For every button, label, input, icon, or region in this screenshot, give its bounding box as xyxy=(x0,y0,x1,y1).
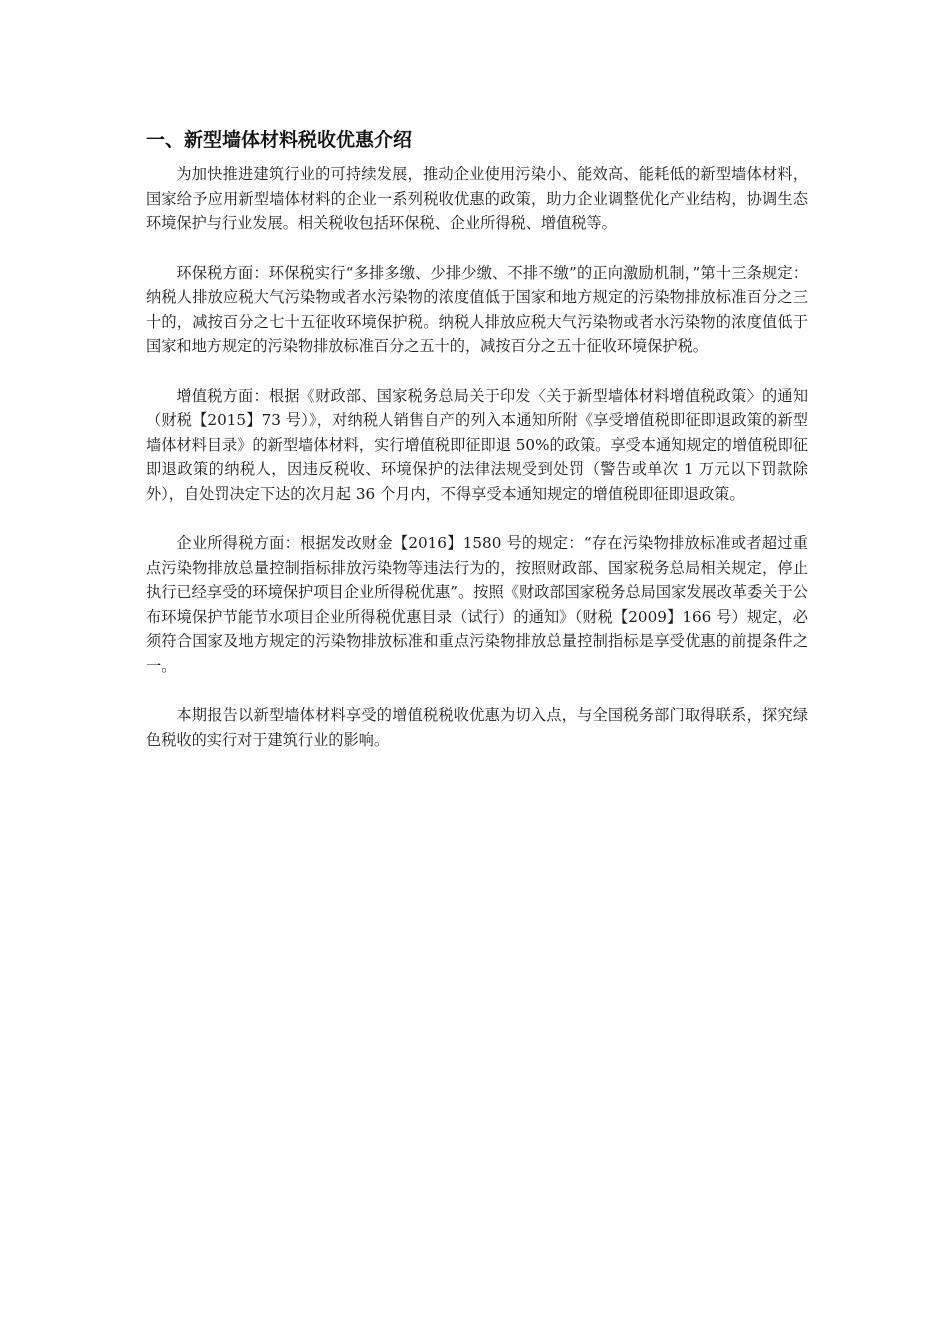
document-page xyxy=(146,118,808,777)
paragraph-corporate-income-tax: 企业所得税方面：根据发改财金【2016】1580 号的规定：“存在污染物排放标准或者超过重点污染物排放总量控制指标排放污染物等违法行为的，按照财政部、国家税务总局相关规定，停止执行已经享受的环境保护项目企业所得税优惠”。按照《财政部国家税务总局国家发展改革委关于公布环境保护节能节水项目企业所得税优惠目录（试行）的通知》（财税【2009】166 号）规定，必须符合国家及地方规定的污染物排放标准和重点污染物排放总量控制指标是享受优惠的前提条件之一。 xyxy=(146,534,808,675)
paragraph-report-scope: 本期报告以新型墙体材料享受的增值税税收优惠为切入点，与全国税务部门取得联系，探究绿色税收的实行对于建筑行业的影响。 xyxy=(146,706,808,749)
section-heading: 一、新型墙体材料税收优惠介绍 xyxy=(146,129,413,151)
paragraph-value-added-tax: 增值税方面：根据《财政部、国家税务总局关于印发〈关于新型墙体材料增值税政策〉的通知（财税【2015】73 号）》，对纳税人销售自产的列入本通知所附《享受增值税即征即退政策的新型墙体材料目录》的新型墙体材料，实行增值税即征即退 50%的政策。享受本通知规定的增值税即征即退政策的纳税人，因违反税收、环境保护的法律法规受到处罚（警告或单次 1 万元以下罚款除外），自处罚决定下达的次月起 36 个月内，不得享受本通知规定的增值税即征即退政策。 xyxy=(146,386,808,503)
paragraph-environmental-tax: 环保税方面：环保税实行“多排多缴、少排少缴、不排不缴”的正向激励机制，”第十三条规定：纳税人排放应税大气污染物或者水污染物的浓度值低于国家和地方规定的污染物排放标准百分之三十的，减按百分之七十五征收环境保护税。纳税人排放应税大气污染物或者水污染物的浓度值低于国家和地方规定的污染物排放标准百分之五十的，减按百分之五十征收环境保护税。 xyxy=(146,263,808,355)
paragraph-introduction: 为加快推进建筑行业的可持续发展，推动企业使用污染小、能效高、能耗低的新型墙体材料，国家给予应用新型墙体材料的企业一系列税收优惠的政策，助力企业调整优化产业结构，协调生态环境保护与行业发展。相关税收包括环保税、企业所得税、增值税等。 xyxy=(146,165,808,232)
